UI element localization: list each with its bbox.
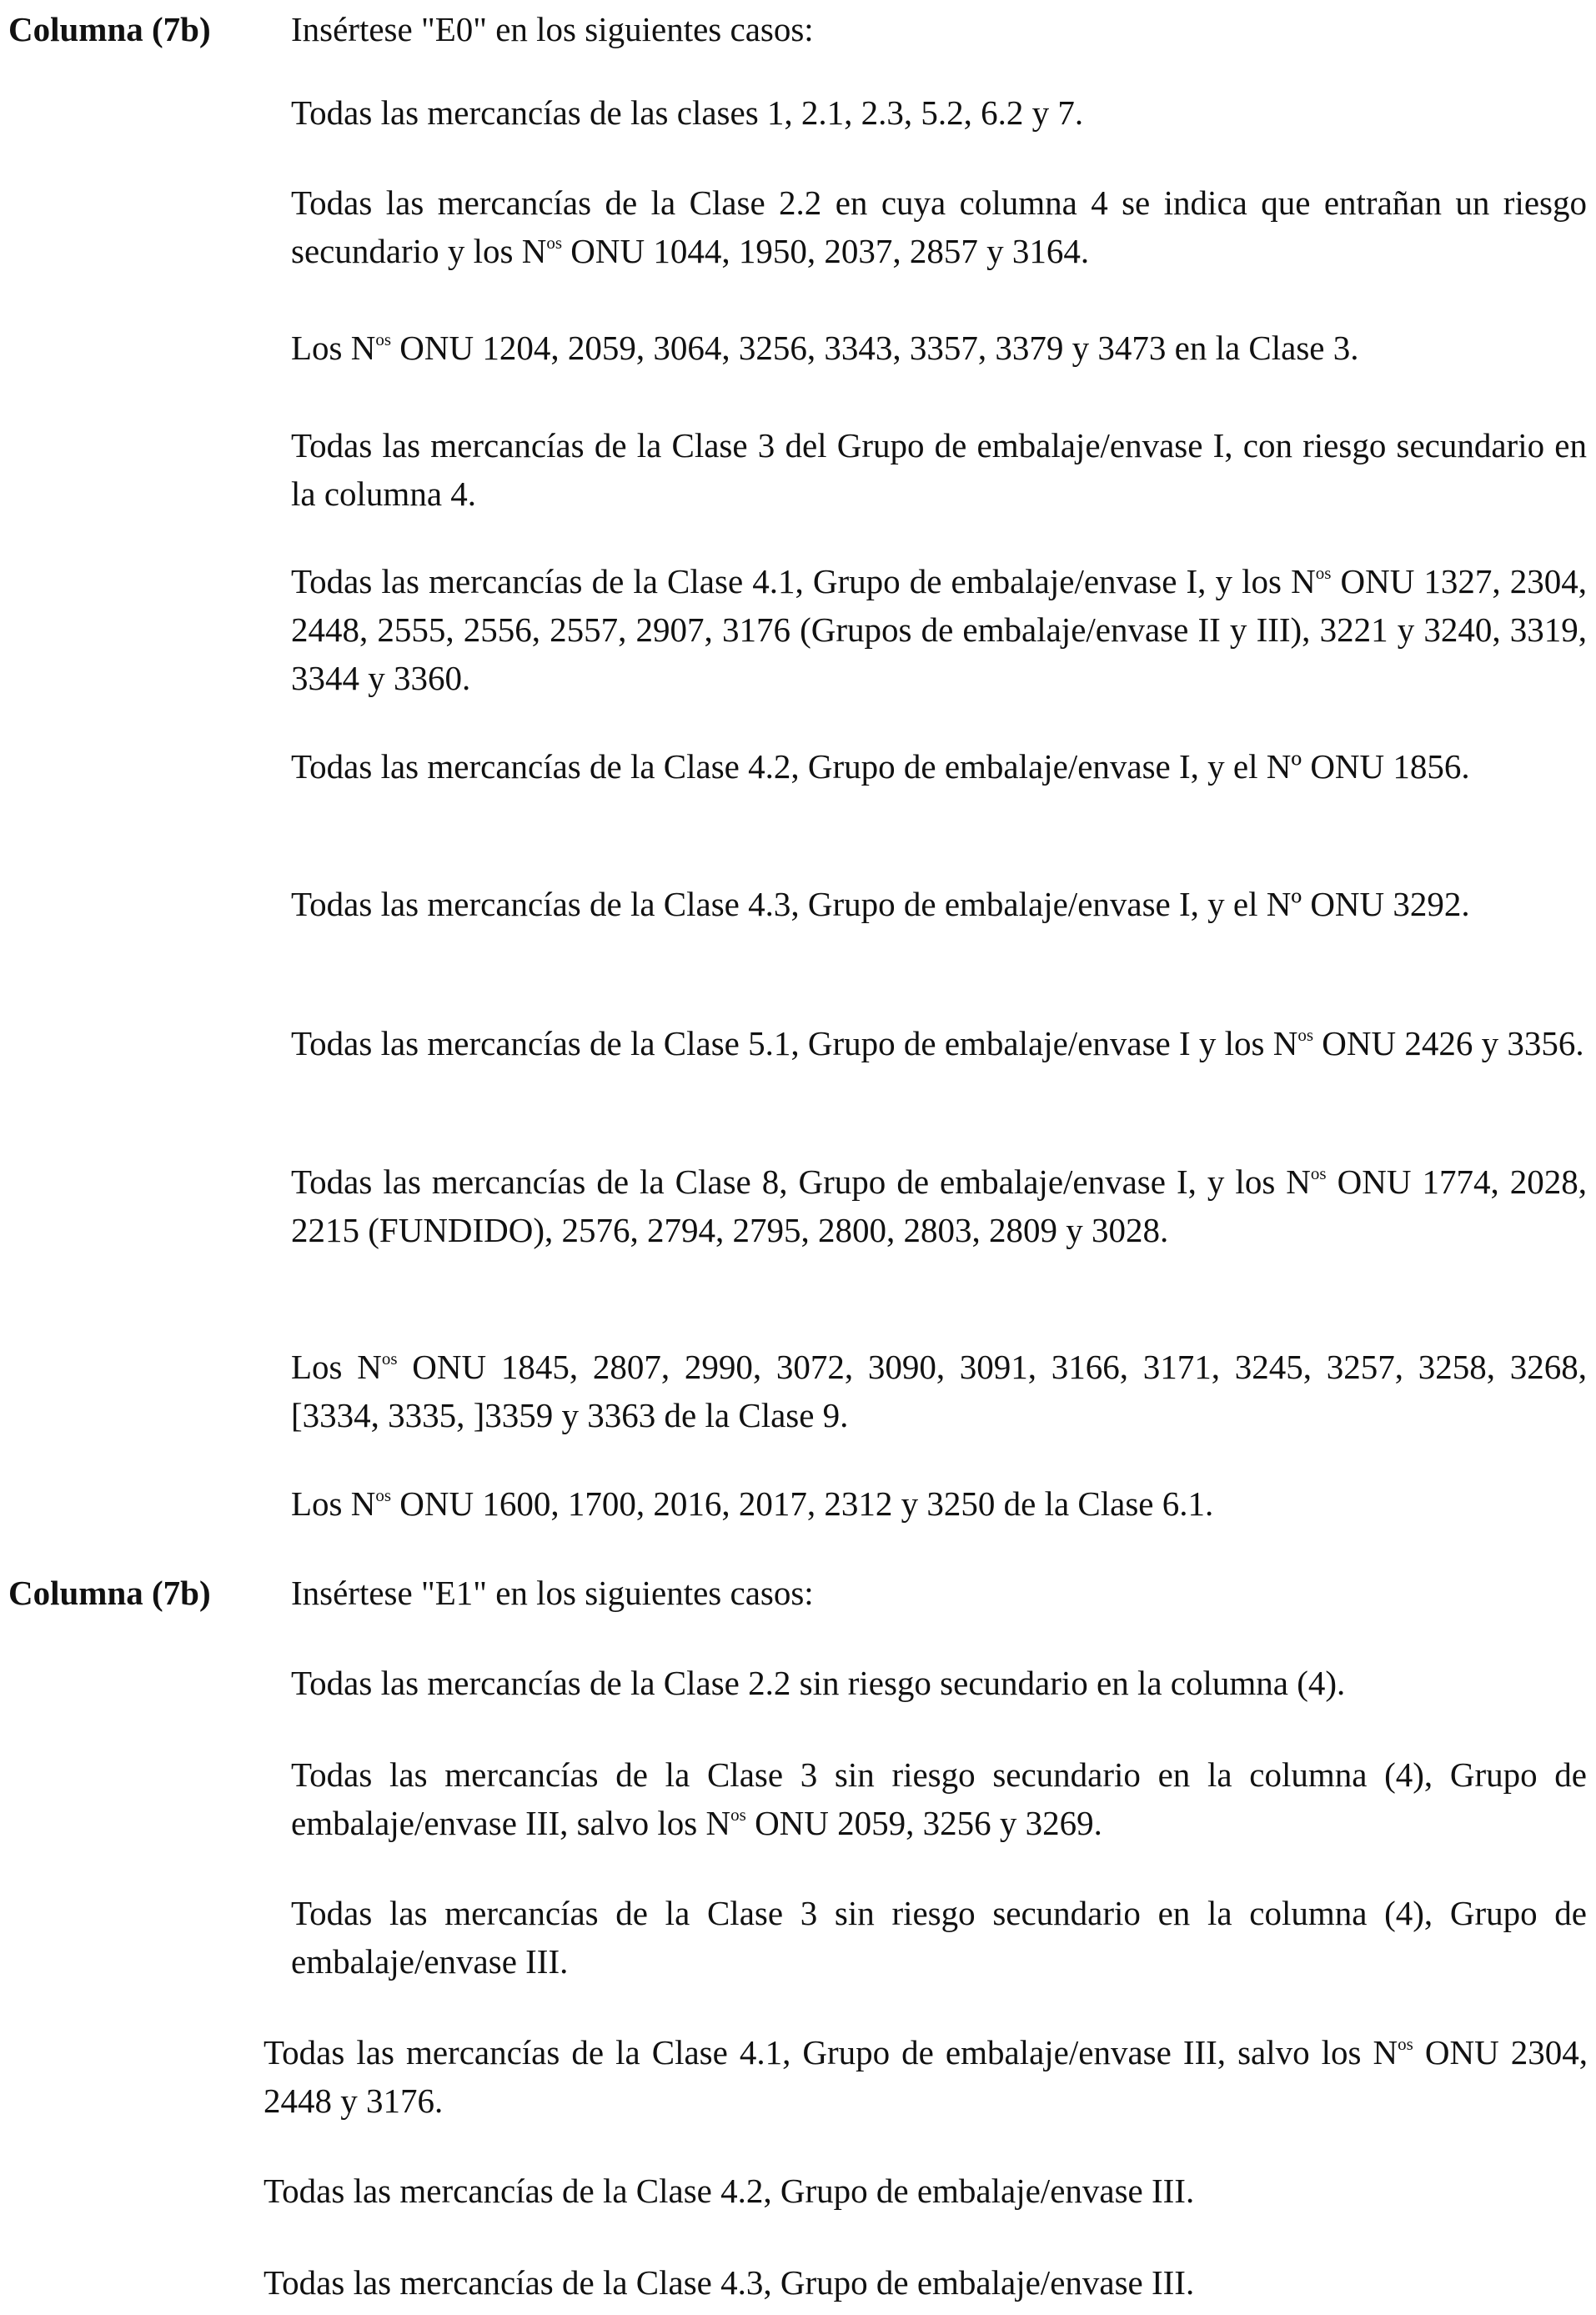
paragraph: Todas las mercancías de la Clase 2.2 en cuya columna 4 se indica que entrañan un riesgo secundario y los $N^{os}$ ONU 1044, 1950, 2037, 2857 y 3164.	[291, 183, 1587, 270]
paragraph: Todas las mercancías de la Clase 4.1, Grupo de embalaje/envase III, salvo los $N^{os}$ ONU 2304, 2448 y 3176.	[263, 2033, 1588, 2120]
section-intro: Insértese "E0" en los siguientes casos:	[291, 10, 814, 48]
paragraph: Todas las mercancías de la Clase 3 del Grupo de embalaje/envase I, con riesgo secundario en la columna 4.	[291, 426, 1587, 513]
paragraph: Todas las mercancías de la Clase 2.2 sin riesgo secundario en la columna (4).	[291, 1664, 1346, 1702]
paragraph: Todas las mercancías de la Clase 4.2, Grupo de embalaje/envase III.	[263, 2172, 1195, 2210]
paragraph: Los $N^{os}$ ONU 1845, 2807, 2990, 3072, 3090, 3091, 3166, 3171, 3245, 3257, 3258, 3268, [3334, 3335, ]3359 y 3363 de la Clase 9.	[291, 1348, 1588, 1434]
paragraph: Los $N^{os}$ ONU 1204, 2059, 3064, 3256, 3343, 3357, 3379 y 3473 en la Clase 3.	[291, 329, 1359, 367]
section-intro: Insértese "E1" en los siguientes casos:	[291, 1574, 814, 1612]
paragraph: Todas las mercancías de la Clase 8, Grupo de embalaje/envase I, y los $N^{os}$ ONU 1774, 2028, 2215 (FUNDIDO), 2576, 2794, 2795, 2800, 2803, 2809 y 3028.	[291, 1163, 1588, 1249]
paragraph: Todas las mercancías de la Clase 3 sin riesgo secundario en la columna (4), Grupo de embalaje/envase III, salvo los $N^{os}$ ONU 2059, 3256 y 3269.	[291, 1755, 1587, 1842]
paragraph: Todas las mercancías de las clases 1, 2.1, 2.3, 5.2, 6.2 y 7.	[291, 93, 1084, 132]
paragraph: Todas las mercancías de la Clase 4.1, Grupo de embalaje/envase I, y los $N^{os}$ ONU 1327, 2304, 2448, 2555, 2556, 2557, 2907, 3176 (Grupos de embalaje/envase II y III), 3221 y 3240, 3319, 3344 y 3360.	[291, 562, 1588, 697]
paragraph: Todas las mercancías de la Clase 3 sin riesgo secundario en la columna (4), Grupo de embalaje/envase III.	[291, 1894, 1587, 1981]
paragraph: Los $N^{os}$ ONU 1600, 1700, 2016, 2017, 2312 y 3250 de la Clase 6.1.	[291, 1484, 1214, 1523]
section-label: Columna (7b)	[8, 1574, 211, 1612]
section-label: Columna (7b)	[8, 10, 211, 48]
paragraph: Todas las mercancías de la Clase 4.3, Grupo de embalaje/envase I, y el Nº ONU 3292.	[291, 885, 1470, 923]
paragraph: Todas las mercancías de la Clase 4.3, Grupo de embalaje/envase III.	[263, 2263, 1195, 2302]
paragraph: Todas las mercancías de la Clase 4.2, Grupo de embalaje/envase I, y el Nº ONU 1856.	[291, 747, 1470, 786]
paragraph: Todas las mercancías de la Clase 5.1, Grupo de embalaje/envase I y los $N^{os}$ ONU 2426 y 3356.	[291, 1024, 1584, 1062]
